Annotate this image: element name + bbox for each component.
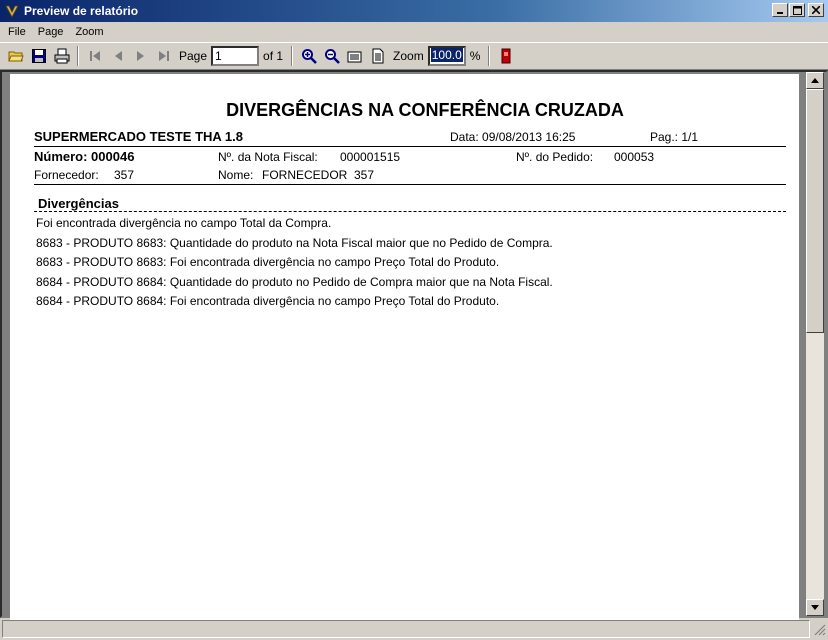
save-button[interactable] <box>27 45 50 67</box>
zoom-percent-label: % <box>469 49 481 63</box>
numero-field: Número: 000046 <box>34 149 135 164</box>
maximize-button[interactable] <box>789 3 805 17</box>
zoom-value: 100.0 <box>431 48 462 62</box>
page-count-label: of 1 <box>263 49 284 63</box>
report-title: DIVERGÊNCIAS NA CONFERÊNCIA CRUZADA <box>226 100 624 120</box>
previous-page-icon <box>110 48 126 64</box>
scroll-up-icon <box>811 78 819 83</box>
nome-value: FORNECEDOR 357 <box>262 168 375 182</box>
page-width-icon <box>347 48 363 64</box>
minimize-icon <box>776 6 784 14</box>
zoom-in-icon <box>301 48 317 64</box>
report-page <box>10 74 799 620</box>
section-divider <box>34 184 786 185</box>
first-page-icon <box>87 48 103 64</box>
divergence-line: 8684 - PRODUTO 8684: Quantidade do produto no Pedido de Compra maior que na Nota Fiscal. <box>36 275 553 289</box>
toolbar-separator <box>77 46 79 66</box>
zoom-out-icon <box>324 48 340 64</box>
nome-label: Nome: <box>218 168 254 182</box>
menu-page[interactable]: Page <box>37 26 64 38</box>
first-page-button[interactable] <box>83 45 106 67</box>
next-page-icon <box>133 48 149 64</box>
scroll-down-icon <box>811 605 819 610</box>
section-dashed-line <box>34 211 786 212</box>
zoom-out-button[interactable] <box>320 45 343 67</box>
open-button[interactable] <box>4 45 27 67</box>
fornecedor-label: Fornecedor: <box>34 168 99 182</box>
zoom-input[interactable] <box>428 46 466 66</box>
report-date: Data: 09/08/2013 16:25 <box>450 130 576 144</box>
previous-page-button[interactable] <box>106 45 129 67</box>
section-title: Divergências <box>38 196 119 211</box>
divergence-line: Foi encontrada divergência no campo Total da Compra. <box>36 216 332 230</box>
close-icon <box>812 6 820 14</box>
save-icon <box>31 48 47 64</box>
next-page-button[interactable] <box>129 45 152 67</box>
zoom-in-button[interactable] <box>297 45 320 67</box>
nota-fiscal-value: 000001515 <box>340 150 401 164</box>
page-width-button[interactable] <box>343 45 366 67</box>
menu-file[interactable]: File <box>8 26 26 38</box>
maximize-icon <box>793 6 802 15</box>
pedido-label: Nº. do Pedido: <box>516 150 594 164</box>
print-icon <box>54 48 70 64</box>
menu-bar <box>0 22 828 42</box>
document-area <box>0 70 828 618</box>
full-page-icon <box>370 48 386 64</box>
scroll-down-button[interactable] <box>806 599 824 616</box>
toolbar-separator <box>488 46 490 66</box>
toolbar <box>0 42 828 70</box>
company-name: SUPERMERCADO TESTE THA 1.8 <box>34 129 243 144</box>
nota-fiscal-label: Nº. da Nota Fiscal: <box>218 150 318 164</box>
page-number-input[interactable] <box>211 46 259 66</box>
open-folder-icon <box>8 48 24 64</box>
vertical-scrollbar[interactable] <box>806 72 824 616</box>
pedido-value: 000053 <box>614 150 655 164</box>
window-title: Preview de relatório <box>24 4 139 18</box>
divergence-line: 8683 - PRODUTO 8683: Foi encontrada divergência no campo Preço Total do Produto. <box>36 255 500 269</box>
app-icon <box>4 3 20 19</box>
last-page-icon <box>156 48 172 64</box>
minimize-button[interactable] <box>772 3 788 17</box>
print-button[interactable] <box>50 45 73 67</box>
menu-zoom[interactable]: Zoom <box>75 26 104 38</box>
toolbar-separator <box>291 46 293 66</box>
zoom-label: Zoom <box>393 49 424 63</box>
divergence-line: 8683 - PRODUTO 8683: Quantidade do produto na Nota Fiscal maior que no Pedido de Compra. <box>36 236 553 250</box>
status-panel <box>2 620 810 638</box>
report-page-number: Pag.: 1/1 <box>650 130 699 144</box>
page-label: Page <box>179 49 208 63</box>
fornecedor-value: 357 <box>114 168 135 182</box>
full-page-button[interactable] <box>366 45 389 67</box>
header-divider <box>34 146 786 147</box>
scroll-thumb[interactable] <box>806 89 824 333</box>
divergence-line: 8684 - PRODUTO 8684: Foi encontrada divergência no campo Preço Total do Produto. <box>36 294 500 308</box>
exit-button[interactable] <box>494 45 517 67</box>
last-page-button[interactable] <box>152 45 175 67</box>
exit-icon <box>498 48 514 64</box>
resize-grip-icon[interactable] <box>812 622 826 636</box>
title-bar <box>0 0 828 22</box>
status-bar <box>0 618 828 640</box>
close-button[interactable] <box>808 3 824 17</box>
scroll-up-button[interactable] <box>806 72 824 89</box>
